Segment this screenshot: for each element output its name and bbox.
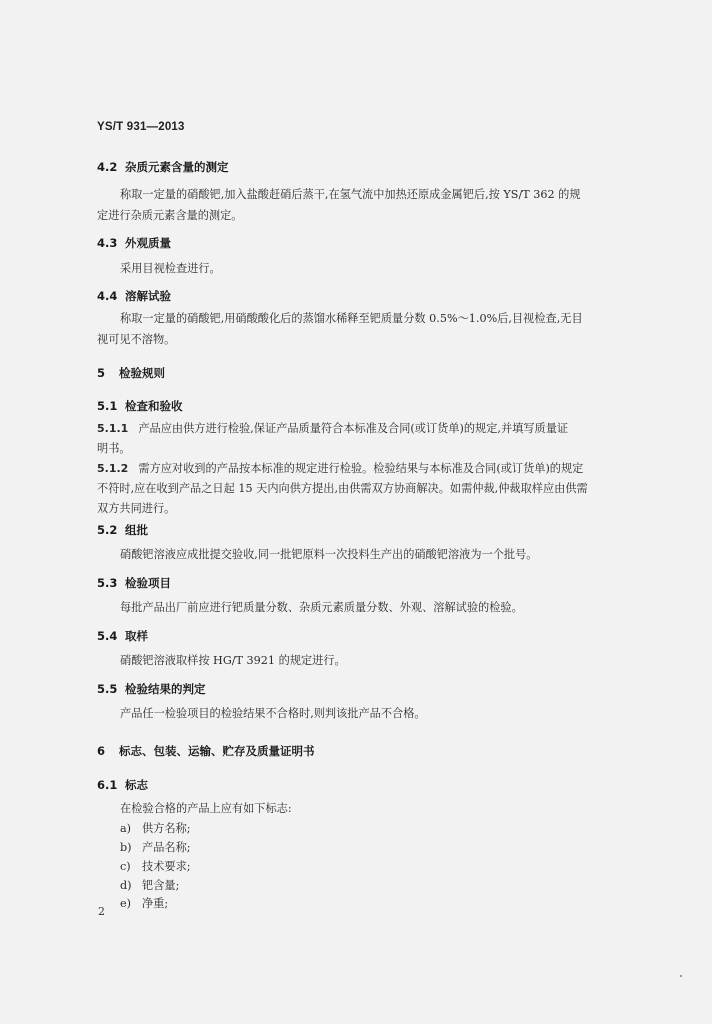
section-title: 溶解试验 xyxy=(125,289,171,303)
heading-4-2 xyxy=(97,159,229,175)
section-title: 外观质量 xyxy=(125,236,171,250)
section-number: 4.4 xyxy=(97,289,118,303)
paragraph-line xyxy=(97,418,568,439)
heading-5 xyxy=(97,365,165,381)
list-text: 钯含量; xyxy=(142,879,180,892)
paragraph-line: 视可见不溶物。 xyxy=(97,333,176,346)
clause-text: 需方应对收到的产品按本标准的规定进行检验。检验结果与本标准及合同(或订货单)的规定 xyxy=(138,462,584,475)
section-number: 5.1 xyxy=(97,399,118,413)
clause-number: 5.1.2 xyxy=(97,462,129,475)
section-number: 6 xyxy=(97,744,106,758)
paragraph-line: 产品任一检验项目的检验结果不合格时,则判该批产品不合格。 xyxy=(120,707,426,720)
paragraph-line: 称取一定量的硝酸钯,加入盐酸赶硝后蒸干,在氢气流中加热还原成金属钯后,按 YS/T 362 的规 xyxy=(120,188,581,201)
section-number: 4.2 xyxy=(97,160,118,174)
scan-speck xyxy=(680,975,682,977)
list-text: 供方名称; xyxy=(142,822,191,835)
list-marker: e) xyxy=(120,897,131,910)
section-number: 5.2 xyxy=(97,523,118,537)
heading-4-3 xyxy=(97,235,171,251)
paragraph-line: 硝酸钯溶液应成批提交验收,同一批钯原料一次投料生产出的硝酸钯溶液为一个批号。 xyxy=(120,548,538,561)
section-number: 5.4 xyxy=(97,629,118,643)
list-item xyxy=(120,895,168,911)
paragraph-line: 每批产品出厂前应进行钯质量分数、杂质元素质量分数、外观、溶解试验的检验。 xyxy=(120,601,523,614)
heading-5-2 xyxy=(97,522,148,538)
section-number: 5.5 xyxy=(97,682,118,696)
list-text: 净重; xyxy=(142,897,169,910)
paragraph-line: 双方共同进行。 xyxy=(97,502,176,515)
standard-code: YS/T 931—2013 xyxy=(97,121,185,133)
heading-5-5 xyxy=(97,681,206,697)
section-number: 4.3 xyxy=(97,236,118,250)
paragraph-line: 明书。 xyxy=(97,442,131,455)
list-item xyxy=(120,858,191,874)
section-title: 标志 xyxy=(125,778,148,792)
list-item xyxy=(120,877,179,893)
paragraph-line: 采用目视检查进行。 xyxy=(120,262,221,275)
section-title: 检查和验收 xyxy=(125,399,183,413)
page-number: 2 xyxy=(98,905,105,918)
list-text: 技术要求; xyxy=(142,860,191,873)
heading-4-4 xyxy=(97,288,171,304)
list-marker: c) xyxy=(120,860,131,873)
section-title: 检验结果的判定 xyxy=(125,682,206,696)
clause-text: 产品应由供方进行检验,保证产品质量符合本标准及合同(或订货单)的规定,并填写质量证 xyxy=(138,422,569,435)
paragraph-line: 硝酸钯溶液取样按 HG/T 3921 的规定进行。 xyxy=(120,654,346,667)
clause-number: 5.1.1 xyxy=(97,422,129,435)
section-title: 检验规则 xyxy=(119,366,165,380)
paragraph-line xyxy=(97,458,583,479)
section-title: 取样 xyxy=(125,629,148,643)
list-item xyxy=(120,820,191,836)
paragraph-line: 不符时,应在收到产品之日起 15 天内向供方提出,由供需双方协商解决。如需仲裁,仲裁取样应由供需 xyxy=(97,482,588,495)
paragraph-line: 在检验合格的产品上应有如下标志: xyxy=(120,802,292,815)
heading-5-4 xyxy=(97,628,148,644)
paragraph-line: 定进行杂质元素含量的测定。 xyxy=(97,209,243,222)
heading-5-1 xyxy=(97,398,183,414)
list-text: 产品名称; xyxy=(142,841,191,854)
paragraph-line: 称取一定量的硝酸钯,用硝酸酸化后的蒸馏水稀释至钯质量分数 0.5%～1.0%后,目视检查,无目 xyxy=(120,312,583,325)
list-marker: b) xyxy=(120,841,132,854)
list-marker: d) xyxy=(120,879,132,892)
section-number: 5 xyxy=(97,366,106,380)
section-title: 杂质元素含量的测定 xyxy=(125,160,229,174)
list-marker: a) xyxy=(120,822,132,835)
section-title: 检验项目 xyxy=(125,576,171,590)
section-number: 5.3 xyxy=(97,576,118,590)
list-item xyxy=(120,839,191,855)
section-number: 6.1 xyxy=(97,778,118,792)
section-title: 标志、包装、运输、贮存及质量证明书 xyxy=(119,744,315,758)
section-title: 组批 xyxy=(125,523,148,537)
heading-6-1 xyxy=(97,777,148,793)
heading-5-3 xyxy=(97,575,171,591)
heading-6 xyxy=(97,743,315,759)
